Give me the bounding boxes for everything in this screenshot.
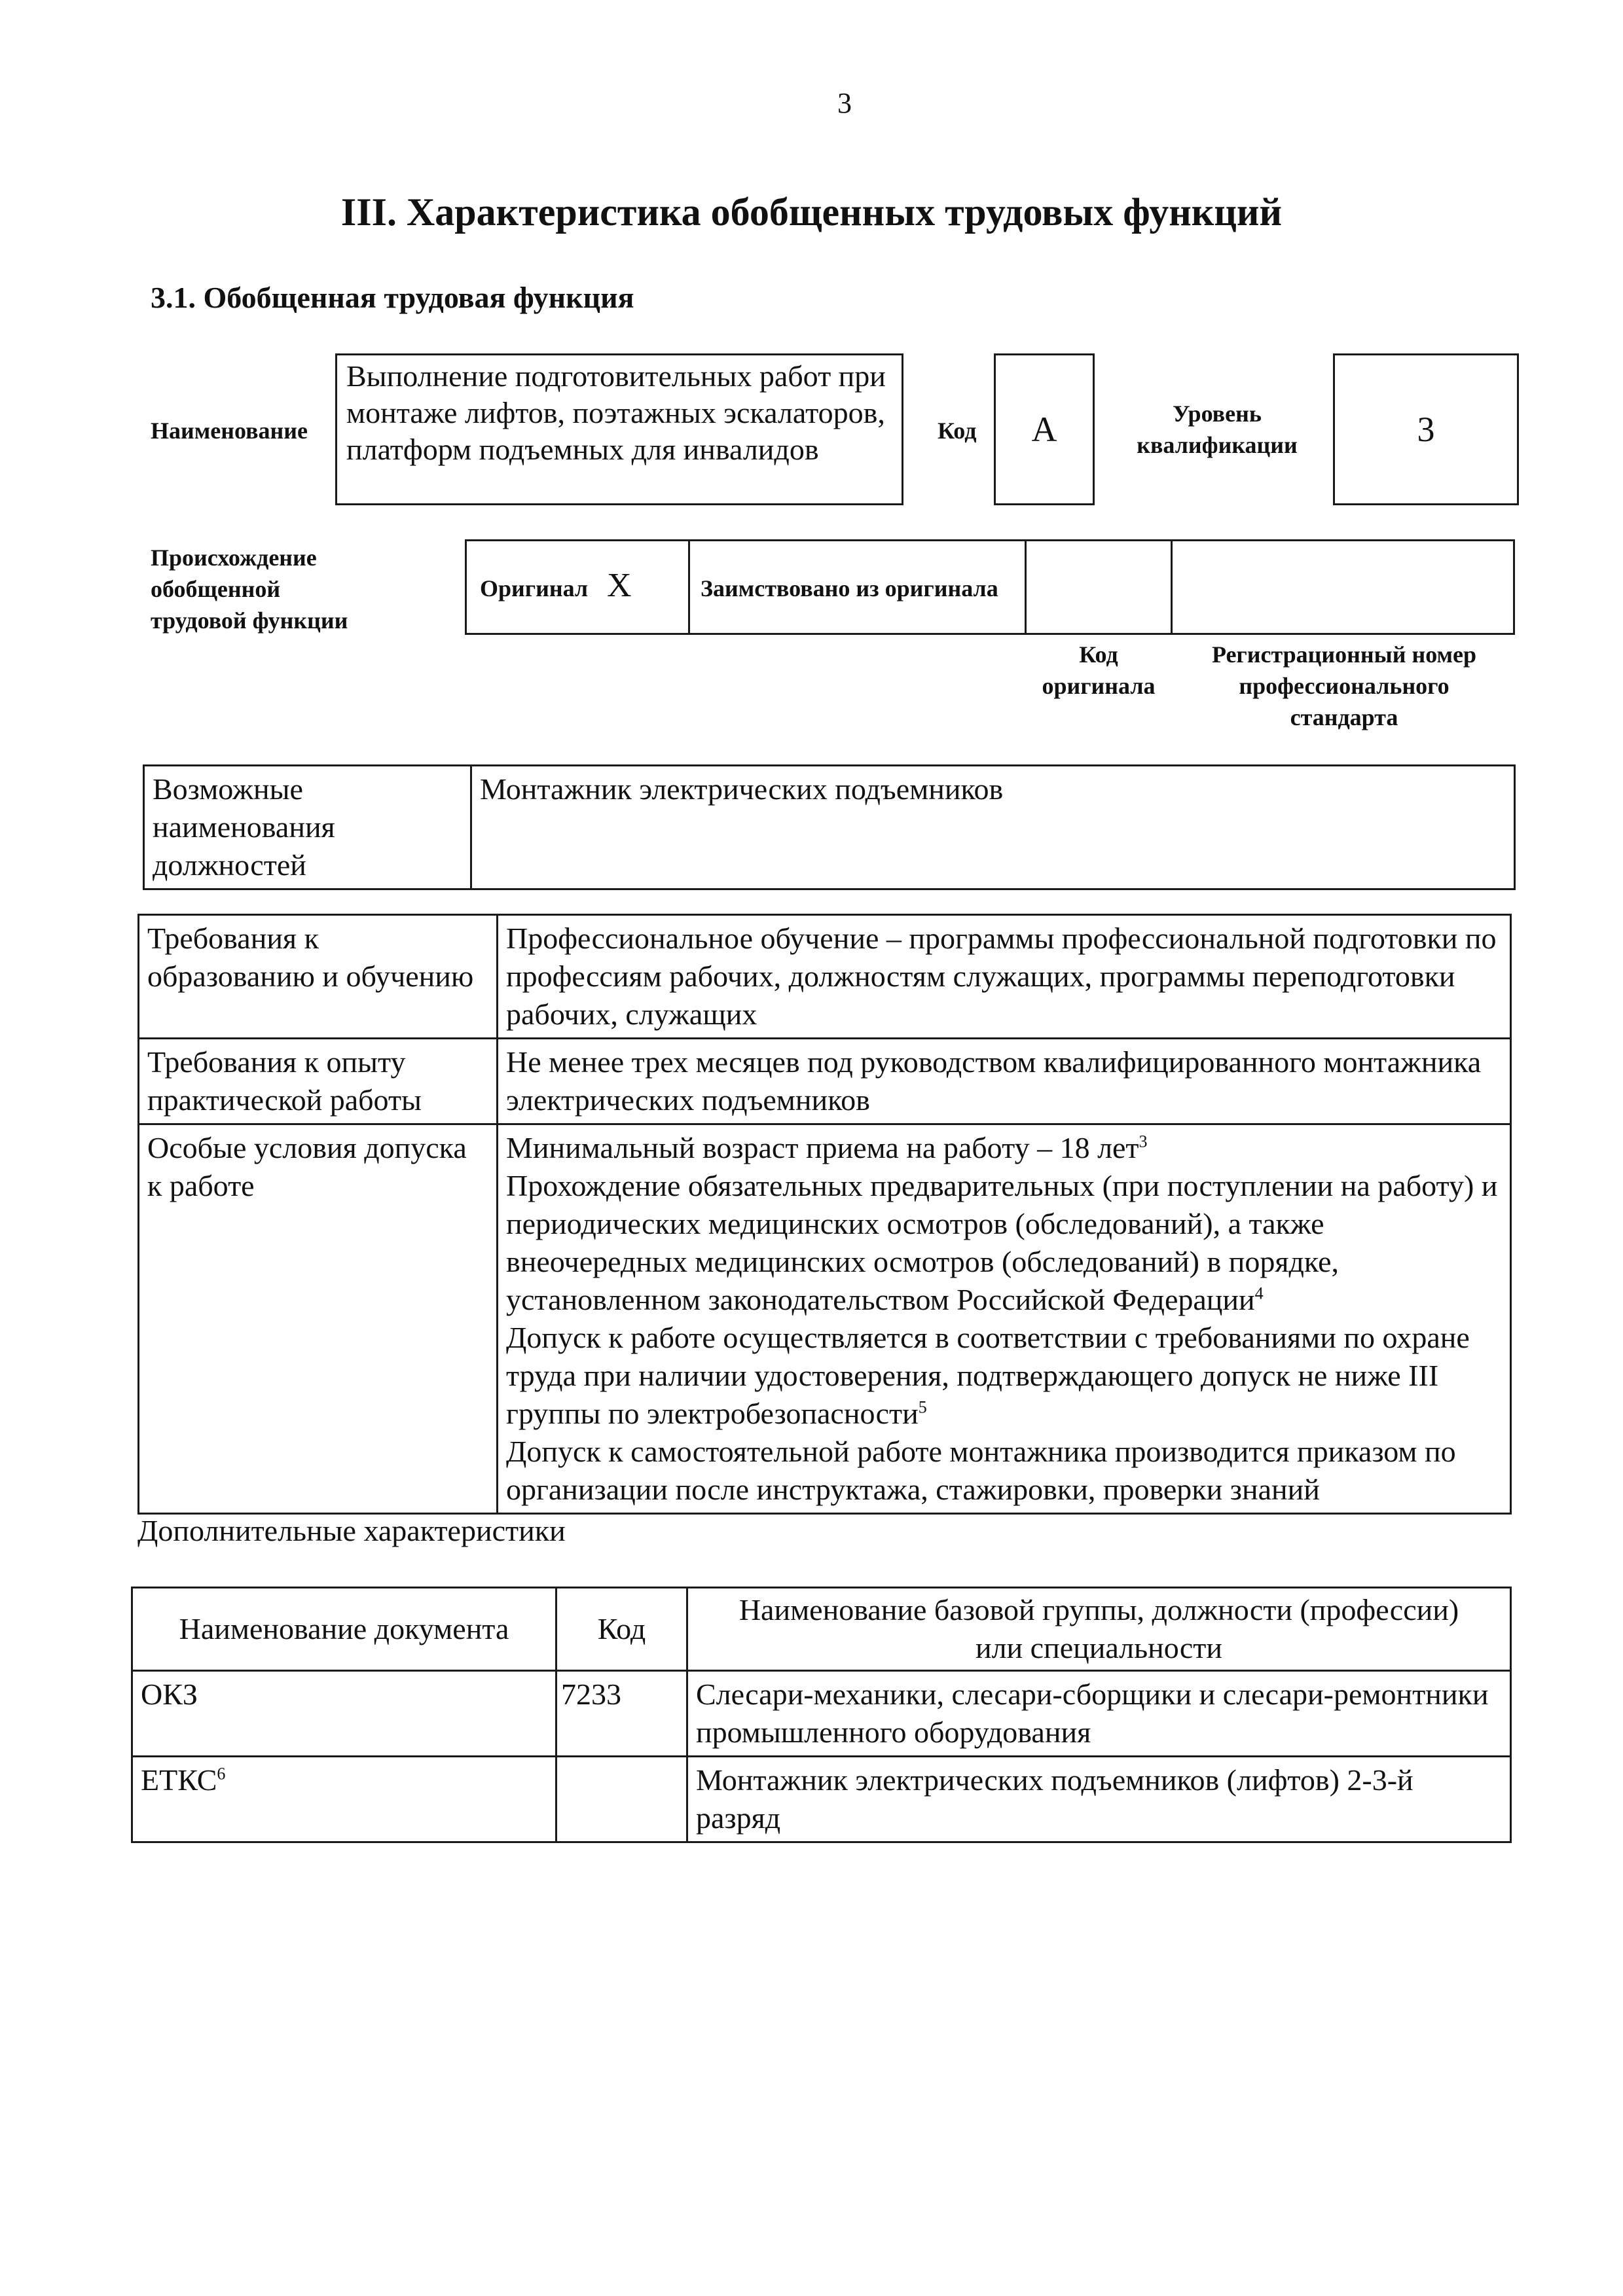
- code-label: Код: [938, 418, 977, 444]
- positions-label: Возможные наименования должностей: [144, 766, 471, 889]
- borrowed-cell: [688, 539, 1027, 635]
- table-row: [132, 1671, 1511, 1757]
- code-value: А: [1031, 410, 1057, 449]
- requirement-text: Профессиональное обучение – программы профессиональной подготовки по профессиям рабочих, должностям служащих, программы переподготовки рабочих, служащих: [498, 915, 1511, 1039]
- registration-number-caption: Регистрационный номер профессионального стандарта: [1211, 641, 1477, 730]
- requirement-text-block: [498, 1124, 1511, 1514]
- section-title: III. Характеристика обобщенных трудовых функций: [340, 190, 1283, 234]
- requirement-line: Допуск к работе осуществляется в соответствии с требованиями по охране труда при наличии удостоверения, подтверждающего допуск не ниже III группы по электробезопасности$^5$: [506, 1321, 1470, 1430]
- name-label: Наименование: [151, 418, 308, 444]
- footnote-ref: 3: [1139, 1132, 1148, 1151]
- code-box: [994, 353, 1095, 505]
- header-code: Код: [556, 1588, 687, 1671]
- requirement-line: Минимальный возраст приема на работу – 18 лет$^3$: [506, 1131, 1148, 1164]
- additional-table: [131, 1587, 1512, 1843]
- requirement-row-special-conditions: [139, 1124, 1511, 1514]
- requirement-row-experience: [139, 1039, 1511, 1124]
- group-name-cell: Слесари-механики, слесари-сборщики и слесари-ремонтники промышленного оборудования: [687, 1671, 1511, 1757]
- footnote-ref: 5: [918, 1397, 927, 1417]
- positions-value: Монтажник электрических подъемников: [471, 766, 1515, 889]
- qualification-level-value: 3: [1417, 410, 1435, 449]
- code-cell: [556, 1757, 687, 1842]
- qualification-level-label: Уровень квалификации: [1137, 401, 1298, 458]
- requirement-line: Прохождение обязательных предварительных (при поступлении на работу) и периодических медицинских осмотров (обследований), а также внеочередных медицинских осмотров (обследований) в порядке, установленном законодательством Российской Федерации$^4$: [506, 1169, 1498, 1316]
- qualification-level-box: [1333, 353, 1519, 505]
- requirement-label: Требования к опыту практической работы: [139, 1039, 498, 1124]
- origin-label: Происхождение обобщенной трудовой функции: [151, 545, 348, 634]
- doc-name-cell: ЕТКС$^6$: [132, 1757, 556, 1842]
- original-code-cell: [1025, 539, 1173, 635]
- registration-number-cell: [1171, 539, 1515, 635]
- original-code-caption: Код оригинала: [1042, 641, 1156, 699]
- requirement-label: Требования к образованию и обучению: [139, 915, 498, 1039]
- original-cell: [465, 539, 690, 635]
- function-name-box: [335, 353, 903, 505]
- footnote-ref: 4: [1254, 1283, 1264, 1303]
- positions-table: [143, 764, 1516, 890]
- original-label: Оригинал: [480, 575, 589, 601]
- doc-name-cell: ОКЗ: [132, 1671, 556, 1757]
- requirement-text: Не менее трех месяцев под руководством квалифицированного монтажника электрических подъемников: [498, 1039, 1511, 1124]
- footnote-ref: 6: [217, 1764, 226, 1784]
- group-name-cell: Монтажник электрических подъемников (лифтов) 2-3-й разряд: [687, 1757, 1511, 1842]
- requirement-label: Особые условия допуска к работе: [139, 1124, 498, 1514]
- header-group-name: Наименование базовой группы, должности (профессии) или специальности: [687, 1588, 1511, 1671]
- additional-header-row: [132, 1588, 1511, 1671]
- requirement-row-education: [139, 915, 1511, 1039]
- additional-title: Дополнительные характеристики: [137, 1514, 566, 1547]
- header-document: Наименование документа: [132, 1588, 556, 1671]
- original-mark: Х: [607, 567, 632, 604]
- code-cell: 7233: [556, 1671, 687, 1757]
- page-number: 3: [837, 87, 852, 119]
- table-row: [132, 1757, 1511, 1842]
- positions-row: [144, 766, 1515, 889]
- requirement-line: Допуск к самостоятельной работе монтажника производится приказом по организации после инструктажа, стажировки, проверки знаний: [506, 1435, 1456, 1506]
- requirements-table: [137, 914, 1512, 1515]
- borrowed-label: Заимствовано из оригинала: [701, 575, 998, 601]
- subsection-title: 3.1. Обобщенная трудовая функция: [151, 281, 634, 314]
- function-name-value: Выполнение подготовительных работ при монтаже лифтов, поэтажных эскалаторов, платформ подъемных для инвалидов: [346, 359, 886, 466]
